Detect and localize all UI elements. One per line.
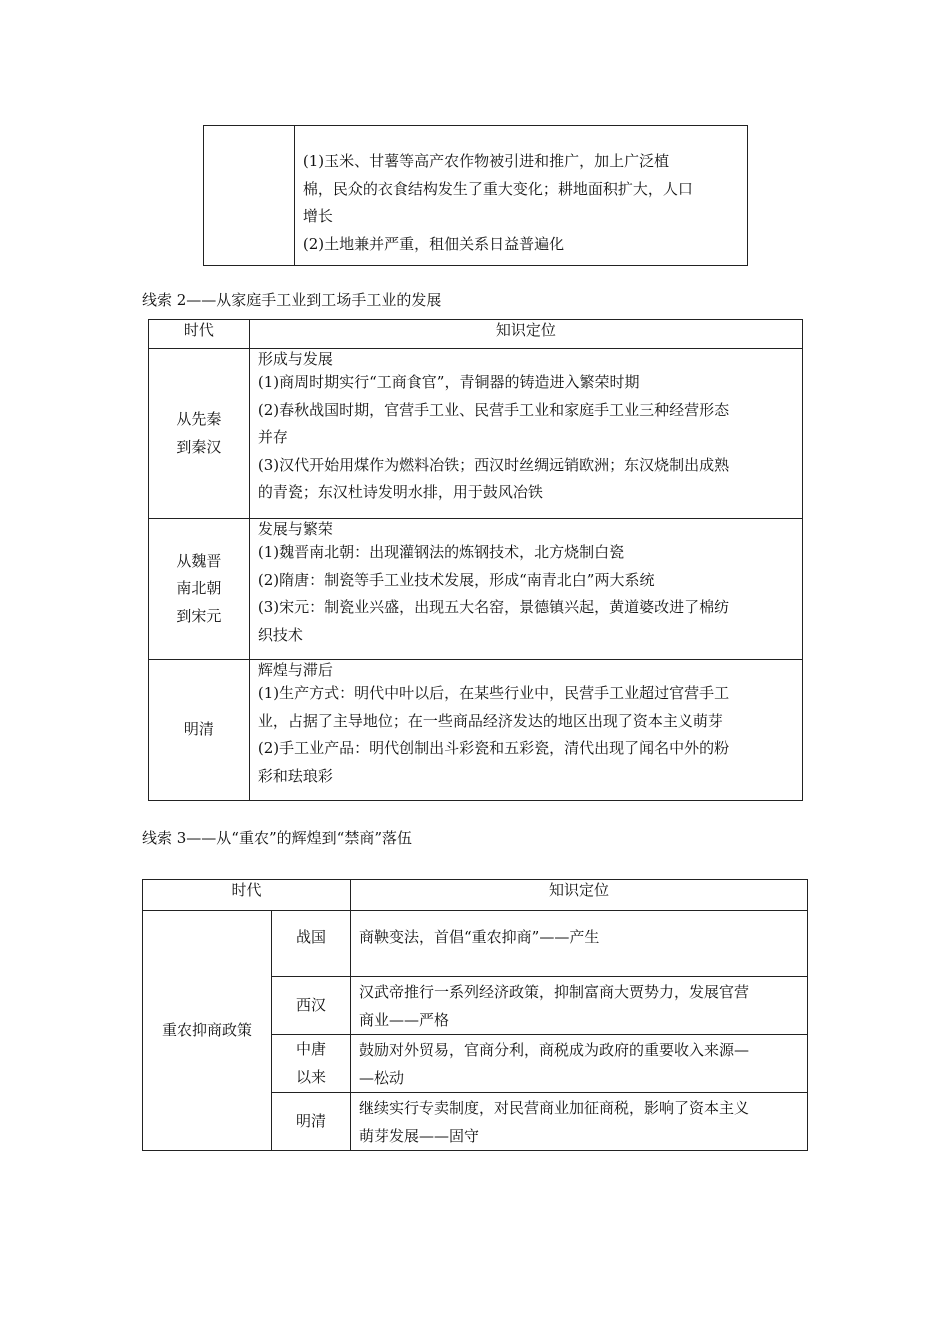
- text-line: 继续实行专卖制度，对民营商业加征商税，影响了资本主义: [359, 1099, 750, 1117]
- text-line: (1)玉米、甘薯等高产农作物被引进和推广，加上广泛植: [302, 152, 670, 170]
- text-line: (1)商周时期实行“工商食官”，青铜器的铸造进入繁荣时期: [257, 373, 640, 391]
- knowledge-cell: [249, 660, 802, 801]
- text-line: 商鞅变法，首倡“重农抑商”——产生: [359, 928, 600, 946]
- era-line: 中唐: [295, 1040, 326, 1058]
- text-line: 增长: [302, 207, 333, 225]
- era-line: 西汉: [295, 995, 326, 1014]
- text-line: (1)魏晋南北朝：出现灌钢法的炼钢技术，北方烧制白瓷: [257, 543, 625, 561]
- era-cell: [149, 519, 250, 660]
- policy-cell: 重农抑商政策: [143, 911, 272, 1151]
- table-row: [149, 349, 803, 519]
- text-line: 萌芽发展——固守: [359, 1126, 480, 1145]
- header-knowledge: 知识定位: [351, 880, 808, 911]
- era-line: 南北朝: [176, 579, 222, 598]
- era-line: 到宋元: [176, 606, 222, 625]
- empty-era-cell: [204, 126, 295, 266]
- knowledge-cell: [351, 1093, 808, 1151]
- text-line: 织技术: [257, 625, 303, 644]
- clue3-heading: 线索 3——从“重农”的辉煌到“禁商”落伍: [142, 829, 412, 847]
- header-era: 时代: [143, 880, 351, 911]
- text-line: 彩和珐琅彩: [257, 766, 333, 785]
- text-line: 鼓励对外贸易，官商分利，商税成为政府的重要收入来源—: [359, 1041, 750, 1059]
- text-line: (2)隋唐：制瓷等手工业技术发展，形成“南青北白”两大系统: [257, 570, 655, 589]
- era-line: 从魏晋: [176, 551, 222, 570]
- era-cell: [272, 911, 351, 977]
- era-cell: [149, 349, 250, 519]
- text-line: 业，占据了主导地位；在一些商品经济发达的地区出现了资本主义萌芽: [257, 711, 723, 730]
- era-line: 从先秦: [176, 410, 222, 428]
- text-line: 棉，民众的衣食结构发生了重大变化；耕地面积扩大，人口: [302, 179, 693, 198]
- knowledge-cell: [351, 1035, 808, 1093]
- text-line: (3)宋元：制瓷业兴盛，出现五大名窑，景德镇兴起，黄道婆改进了棉纺: [257, 598, 730, 616]
- text-line: —松动: [359, 1068, 405, 1087]
- era-line: 战国: [295, 928, 326, 946]
- text-line: (2)土地兼并严重，租佃关系日益普遍化: [302, 234, 565, 253]
- clue2-heading: 线索 2——从家庭手工业到工场手工业的发展: [142, 291, 442, 309]
- text-line: 汉武帝推行一系列经济政策，抑制富商大贾势力，发展官营: [359, 983, 750, 1001]
- knowledge-cell: [294, 126, 747, 266]
- table-row: [149, 519, 803, 660]
- text-line: (3)汉代开始用煤作为燃料冶铁；西汉时丝绸远销欧洲；东汉烧制出成熟: [257, 455, 730, 474]
- knowledge-cell: [249, 519, 802, 660]
- table-continuation: [203, 125, 748, 266]
- row-title: 发展与繁荣: [257, 520, 333, 538]
- knowledge-cell: [351, 911, 808, 977]
- era-line: 以来: [295, 1067, 326, 1086]
- text-line: 商业——严格: [359, 1010, 450, 1029]
- text-line: 的青瓷；东汉杜诗发明水排，用于鼓风冶铁: [257, 483, 543, 501]
- text-line: (1)生产方式：明代中叶以后，在某些行业中，民营手工业超过官营手工: [257, 684, 730, 702]
- era-line: 明清: [183, 720, 214, 739]
- header-era: 时代: [149, 320, 250, 349]
- era-line: 到秦汉: [176, 437, 222, 456]
- knowledge-cell: [351, 977, 808, 1035]
- era-cell: [149, 660, 250, 801]
- table-clue3: [142, 879, 808, 1151]
- era-cell: [272, 977, 351, 1035]
- text-line: (2)春秋战国时期，官营手工业、民营手工业和家庭手工业三种经营形态: [257, 400, 730, 419]
- row-title: 形成与发展: [257, 350, 333, 368]
- header-knowledge: 知识定位: [249, 320, 802, 349]
- table-row: [143, 911, 808, 977]
- era-line: 明清: [295, 1111, 326, 1130]
- table-clue2: [148, 319, 803, 801]
- era-cell: [272, 1093, 351, 1151]
- text-line: 并存: [257, 428, 288, 446]
- text-line: (2)手工业产品：明代创制出斗彩瓷和五彩瓷，清代出现了闻名中外的粉: [257, 739, 730, 757]
- knowledge-cell: [249, 349, 802, 519]
- table-row: [149, 660, 803, 801]
- era-cell: [272, 1035, 351, 1093]
- row-title: 辉煌与滞后: [257, 661, 333, 679]
